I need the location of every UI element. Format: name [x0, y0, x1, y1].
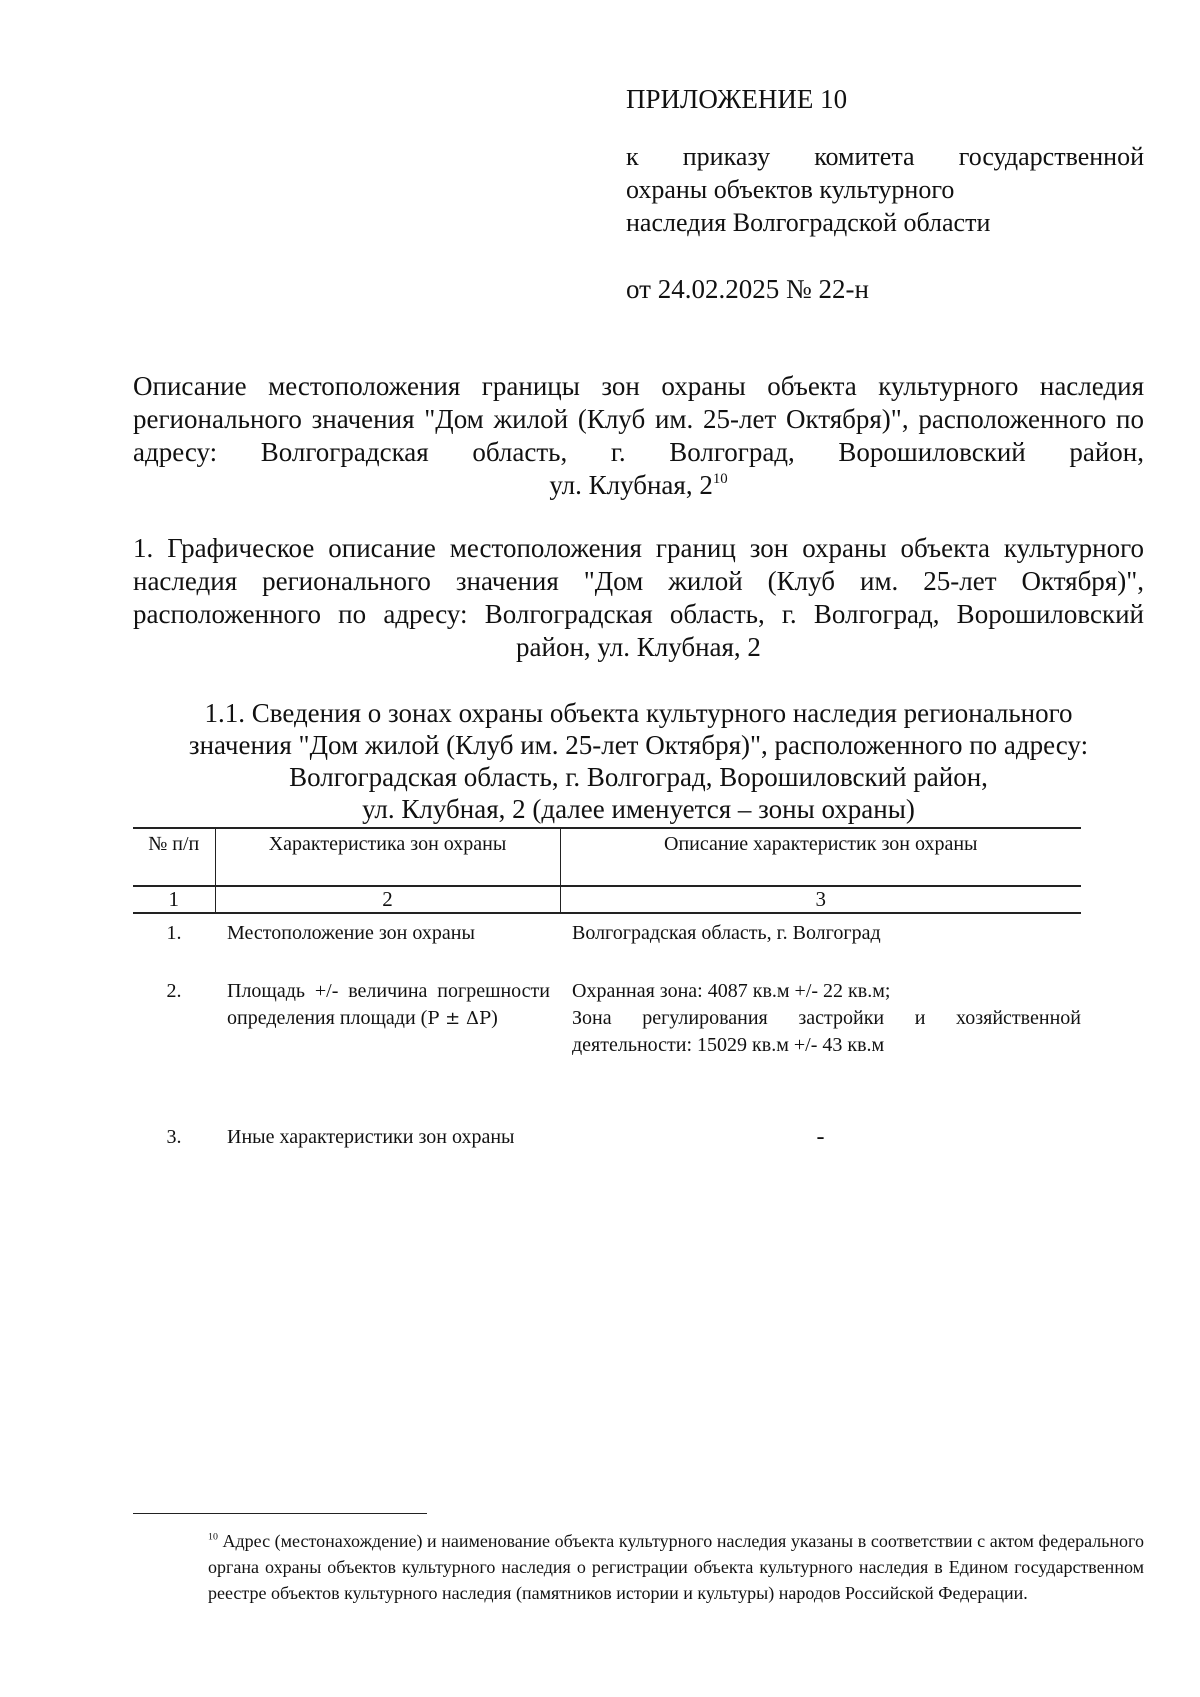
table-row [133, 913, 1081, 972]
row-number: 1. [166, 922, 182, 944]
row-characteristic: Местоположение зон охраны [227, 922, 475, 944]
section-1-last-line: район, ул. Клубная, 2 [516, 632, 761, 662]
appendix-heading: ПРИЛОЖЕНИЕ 10 [626, 84, 848, 114]
protection-zone-area: Охранная зона: 4087 кв.м +/- 22 кв.м; [572, 980, 891, 1002]
table-column-numbers-row [133, 886, 1081, 913]
section-1-heading [133, 532, 1144, 664]
table-row [133, 1118, 1081, 1151]
title-last-line-text: ул. Клубная, 2 [549, 470, 713, 500]
section-1-text: 1. Графическое описание местоположения границ зон охраны объекта культурного наследия регионального значения "Дом жилой (Клуб им. 25-лет Октября)", расположенного по адресу: Волгоградская область, г. Волгоград, Ворошиловский [133, 533, 1144, 629]
order-date: от 24.02.2025 № 22-н [626, 274, 869, 304]
area-label: Площадь +/- величина погрешности определения площади ( [227, 980, 550, 1029]
header-number: № п/п [133, 828, 215, 886]
regulation-zone-area: Зона регулирования застройки и хозяйственной деятельности: 15029 кв.м +/- 43 кв.м [572, 1007, 1081, 1056]
zones-table [133, 827, 1081, 1151]
order-line-3: наследия Волгоградской области [626, 208, 991, 237]
table-header-row [133, 828, 1081, 886]
footnote-number: 10 [208, 1531, 218, 1543]
footnote-body [133, 1528, 1144, 1606]
row-characteristic [215, 972, 560, 1118]
table-row [133, 972, 1081, 1118]
row-description [560, 972, 1081, 1118]
subsection-line-3: Волгоградская область, г. Волгоград, Ворошиловский район, [289, 762, 988, 792]
subsection-1-1-heading [133, 697, 1144, 825]
header-characteristic: Характеристика зон охраны [215, 828, 560, 886]
row-description: - [816, 1124, 825, 1150]
row-characteristic: Иные характеристики зон охраны [227, 1126, 515, 1148]
column-number-3: 3 [560, 886, 1081, 913]
document-title [133, 370, 1144, 502]
row-number: 3. [166, 1126, 182, 1148]
footnote [133, 1528, 1144, 1606]
header-description: Описание характеристик зон охраны [560, 828, 1081, 886]
footnote-ref[interactable]: 10 [712, 470, 728, 487]
row-number: 2. [166, 980, 182, 1002]
footnote-separator [133, 1513, 427, 1514]
subsection-line-1: 1.1. Сведения о зонах охраны объекта культурного наследия регионального [204, 698, 1073, 728]
subsection-line-4: ул. Клубная, 2 (далее именуется – зоны охраны) [362, 794, 915, 824]
row-description: Волгоградская область, г. Волгоград [572, 922, 881, 944]
area-label-close: ) [491, 1007, 498, 1029]
area-formula: P ± ΔP [427, 1008, 492, 1029]
order-line-1: к приказу комитета государственной [626, 142, 1144, 171]
column-number-2: 2 [215, 886, 560, 913]
footnote-text: Адрес (местонахождение) и наименование объекта культурного наследия указаны в соответствии с актом федерального органа охраны объектов культурного наследия о регистрации объекта культурного наследия в Едином государственном реестре объектов культурного наследия (памятников истории и культуры) народов Российской Федерации. [208, 1531, 1144, 1603]
area-characteristic-text [227, 978, 550, 1032]
order-reference [626, 140, 1144, 239]
title-last-line [133, 469, 1144, 502]
column-number-1: 1 [133, 886, 215, 913]
order-line-2: охраны объектов культурного [626, 175, 955, 204]
title-text: Описание местоположения границы зон охраны объекта культурного наследия регионального значения "Дом жилой (Клуб им. 25-лет Октября)", расположенного по адресу: Волгоградская область, г. Волгоград, Ворошиловский район, [133, 371, 1144, 467]
subsection-line-2: значения "Дом жилой (Клуб им. 25-лет Октября)", расположенного по адресу: [188, 730, 1089, 760]
